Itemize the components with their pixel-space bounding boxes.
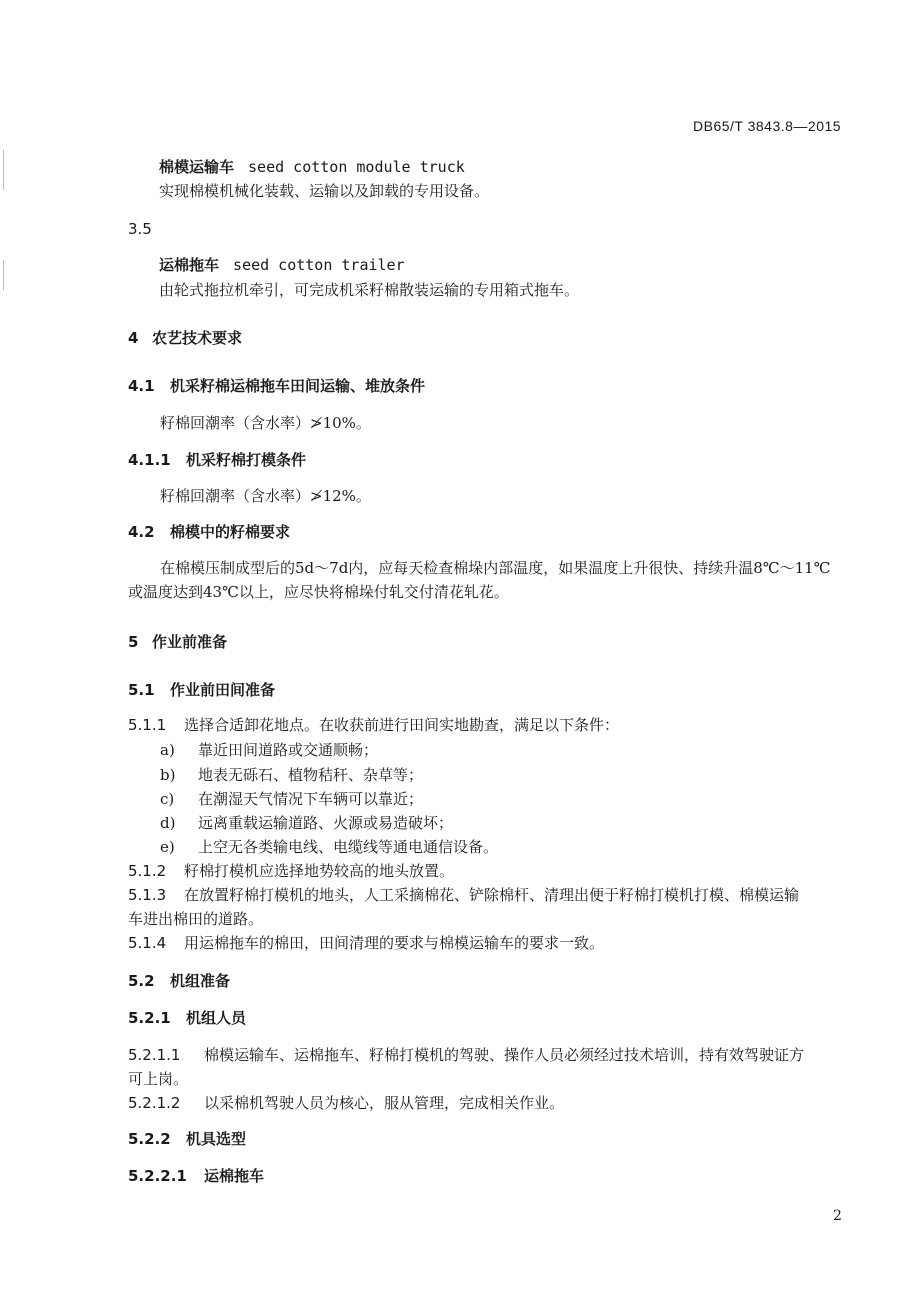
clause-title: 作业前田间准备 — [170, 681, 276, 699]
clause-number: 5.1.1 — [128, 716, 167, 734]
term-zh: 运棉拖车 — [159, 256, 220, 274]
clause-heading-4-2 — [128, 522, 290, 542]
clause-number: 5.1.4 — [128, 934, 167, 952]
clause-body: 籽棉回潮率（含水率）≯12%。 — [160, 487, 371, 505]
clause-5-1-2 — [128, 861, 454, 881]
list-item-label: c) — [160, 790, 175, 808]
clause-text-continued: 车进出棉田的道路。 — [128, 910, 264, 928]
clause-number: 5.1.2 — [128, 862, 167, 880]
clause-number: 5.2.2 — [128, 1130, 171, 1148]
clause-text: 以采棉机驾驶人员为核心，服从管理，完成相关作业。 — [204, 1094, 565, 1112]
clause-number: 5.1 — [128, 681, 155, 699]
document-code: DB65/T 3843.8—2015 — [693, 118, 842, 134]
term-definition: 实现棉模机械化装载、运输以及卸载的专用设备。 — [159, 182, 490, 200]
list-item — [160, 765, 423, 785]
clause-text: 选择合适卸花地点。在收获前进行田间实地勘查，满足以下条件： — [184, 716, 620, 734]
list-item-label: d) — [160, 814, 176, 832]
clause-heading-5-1 — [128, 680, 275, 700]
clause-text-continued: 可上岗。 — [128, 1070, 189, 1088]
section-title: 农艺技术要求 — [152, 329, 243, 347]
clause-title: 机组准备 — [170, 972, 231, 990]
clause-5-1-3 — [128, 885, 799, 905]
list-item-label: e) — [160, 838, 175, 856]
clause-text: 棉模运输车、运棉拖车、籽棉打模机的驾驶、操作人员必须经过技术培训，持有效驾驶证方 — [204, 1046, 805, 1064]
clause-5-2-1-1 — [128, 1045, 804, 1065]
term-3-4 — [159, 157, 465, 177]
clause-number: 5.2.1 — [128, 1009, 171, 1027]
clause-heading-4-1 — [128, 376, 425, 396]
clause-text: 用运棉拖车的棉田，田间清理的要求与棉模运输车的要求一致。 — [184, 934, 605, 952]
clause-title: 棉模中的籽棉要求 — [170, 523, 291, 541]
clause-text: 在放置籽棉打模机的地头，人工采摘棉花、铲除棉杆、清理出便于籽棉打模机打模、棉模运输 — [184, 886, 800, 904]
section-heading-5 — [128, 632, 227, 652]
clause-heading-4-1-1 — [128, 450, 306, 470]
term-3-5 — [159, 255, 405, 275]
list-item — [160, 740, 378, 760]
list-item — [160, 837, 498, 857]
term-zh: 棉模运输车 — [159, 158, 235, 176]
clause-body-line: 或温度达到43℃以上，应尽快将棉垛付轧交付清花轧花。 — [128, 583, 509, 601]
clause-text: 籽棉打模机应选择地势较高的地头放置。 — [184, 862, 455, 880]
list-item — [160, 789, 423, 809]
list-item-text: 靠近田间道路或交通顺畅； — [198, 741, 379, 759]
section-number: 5 — [128, 633, 139, 651]
clause-number: 5.1.3 — [128, 886, 167, 904]
clause-heading-5-2-2-1 — [128, 1166, 264, 1186]
list-item-text: 上空无各类输电线、电缆线等通电通信设备。 — [198, 838, 499, 856]
clause-5-2-1-2 — [128, 1093, 564, 1113]
term-en: seed cotton trailer — [233, 256, 405, 274]
clause-number: 5.2 — [128, 972, 155, 990]
clause-heading-5-2-1 — [128, 1008, 246, 1028]
clause-heading-5-2 — [128, 971, 230, 991]
clause-number: 5.2.1.2 — [128, 1094, 181, 1112]
clause-number: 3.5 — [128, 220, 152, 238]
list-item — [160, 813, 453, 833]
section-number: 4 — [128, 329, 139, 347]
clause-title: 机具选型 — [186, 1130, 247, 1148]
list-item-text: 地表无砾石、植物秸秆、杂草等； — [198, 766, 424, 784]
scan-margin-mark — [3, 260, 4, 290]
clause-number: 4.2 — [128, 523, 155, 541]
clause-5-1-1 — [128, 715, 619, 735]
term-definition: 由轮式拖拉机牵引，可完成机采籽棉散装运输的专用箱式拖车。 — [159, 281, 580, 299]
clause-body-line: 在棉模压制成型后的5d～7d内，应每天检查棉垛内部温度，如果温度上升很快、持续升温8℃～11℃ — [160, 559, 831, 577]
section-heading-4 — [128, 328, 242, 348]
clause-title: 运棉拖车 — [204, 1167, 265, 1185]
clause-title: 机组人员 — [186, 1009, 247, 1027]
clause-number: 4.1 — [128, 377, 155, 395]
list-item-label: b) — [160, 766, 176, 784]
list-item-text: 在潮湿天气情况下车辆可以靠近； — [198, 790, 424, 808]
clause-number: 5.2.1.1 — [128, 1046, 181, 1064]
clause-5-1-4 — [128, 933, 604, 953]
page-number: 2 — [833, 1208, 842, 1224]
clause-number: 5.2.2.1 — [128, 1167, 187, 1185]
list-item-label: a) — [160, 741, 175, 759]
clause-heading-5-2-2 — [128, 1129, 246, 1149]
clause-number: 4.1.1 — [128, 451, 171, 469]
scan-margin-mark — [3, 150, 4, 190]
clause-title: 机采籽棉打模条件 — [186, 451, 307, 469]
list-item-text: 远离重载运输道路、火源或易造破坏； — [198, 814, 454, 832]
section-title: 作业前准备 — [152, 633, 228, 651]
clause-title: 机采籽棉运棉拖车田间运输、堆放条件 — [170, 377, 426, 395]
clause-body: 籽棉回潮率（含水率）≯10%。 — [160, 414, 371, 432]
term-en: seed cotton module truck — [248, 158, 465, 176]
